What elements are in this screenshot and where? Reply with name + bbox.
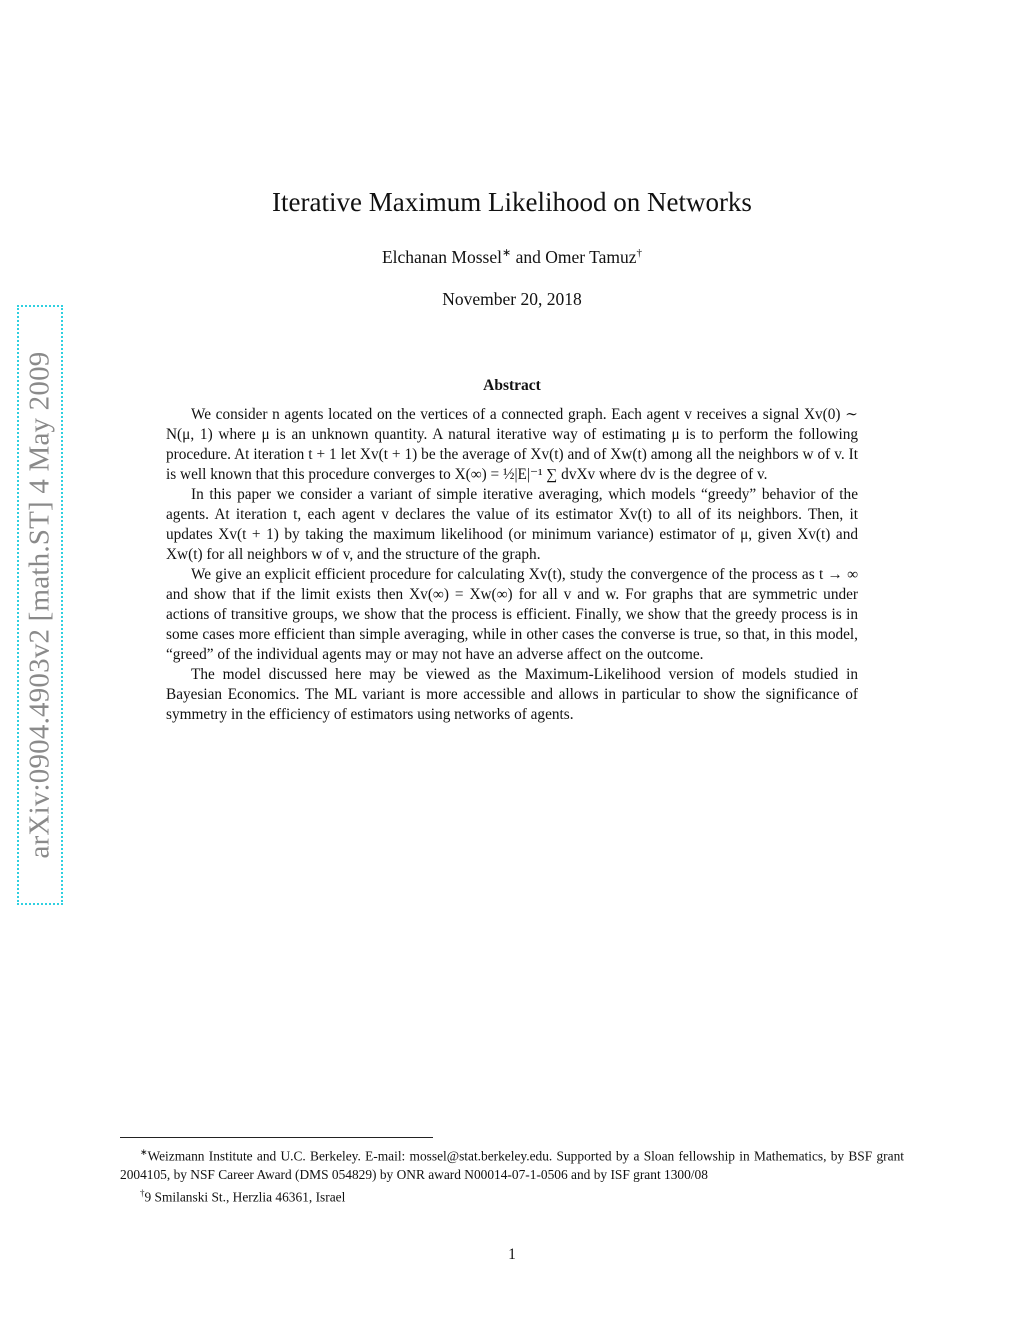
paper-title: Iterative Maximum Likelihood on Networks (272, 187, 752, 217)
arxiv-identifier[interactable]: arXiv:0904.4903v2 [math.ST] 4 May 2009 (23, 351, 56, 859)
footnote-1-text: Weizmann Institute and U.C. Berkeley. E-mail: mossel@stat.berkeley.edu. Supported by a Sloan fellowship in Mathematics, by BSF grant 2004105, by NSF Career Award (DMS 054829) by ONR award N00014-07-1-0506 and by ISF grant 1300/08 (120, 1148, 904, 1183)
footnote-2-mark: † (140, 1188, 145, 1199)
paper-date: November 20, 2018 (442, 289, 582, 309)
abstract-body (166, 405, 858, 725)
footnote-divider (120, 1137, 433, 1138)
abstract-heading: Abstract (483, 377, 541, 394)
abstract-paragraph-2: In this paper we consider a variant of simple iterative averaging, which models “greedy” behavior of the agents. At iteration t, each agent v declares the value of its estimator Xv(t) to all of its neighbors. Then, it updates Xv(t + 1) by taking the maximum likelihood (or minimum variance) estimator of μ, given Xv(t) and Xw(t) for all neighbors w of v, and the structure of the graph. (166, 486, 858, 563)
author-2-footnote-mark[interactable]: † (636, 247, 643, 259)
abstract-paragraph-3: We give an explicit efficient procedure for calculating Xv(t), study the convergence of the process as t → ∞ and show that if the limit exists then Xv(∞) = Xw(∞) for all v and w. For graphs that are symmetric under actions of transitive groups, we show that the process is efficient. Finally, we show that the greedy process is in some cases more efficient than simple averaging, while in other cases the converse is true, so that, in this model, “greed” of the individual agents may or may not have an adverse affect on the outcome. (166, 566, 858, 663)
footnote-2 (120, 1184, 904, 1206)
arxiv-stamp (17, 305, 63, 905)
author-2: Omer Tamuz (545, 246, 637, 267)
author-conjunction: and (511, 246, 546, 267)
footnote-1-mark: ∗ (140, 1147, 148, 1157)
footnotes (120, 1143, 904, 1207)
footnote-1 (120, 1143, 904, 1184)
footnote-2-text: 9 Smilanski St., Herzlia 46361, Israel (144, 1189, 346, 1205)
author-1: Elchanan Mossel (381, 246, 502, 267)
author-1-footnote-mark[interactable]: ∗ (502, 247, 512, 259)
author-line (0, 246, 1024, 268)
abstract-paragraph-4: The model discussed here may be viewed as the Maximum-Likelihood version of models studied in Bayesian Economics. The ML variant is more accessible and allows in particular to show the significance of symmetry in the efficiency of estimators using networks of agents. (166, 666, 858, 723)
abstract-paragraph-1: We consider n agents located on the vertices of a connected graph. Each agent v receives a signal Xv(0) ∼ N(μ, 1) where μ is an unknown quantity. A natural iterative way of estimating μ is to perform the following procedure. At iteration t + 1 let Xv(t + 1) be the average of Xv(t) and of Xw(t) among all the neighbors w of v. It is well known that this procedure converges to X(∞) = ½|E|⁻¹ ∑ dvXv where dv is the degree of v. (166, 406, 858, 483)
page-number: 1 (508, 1246, 516, 1263)
